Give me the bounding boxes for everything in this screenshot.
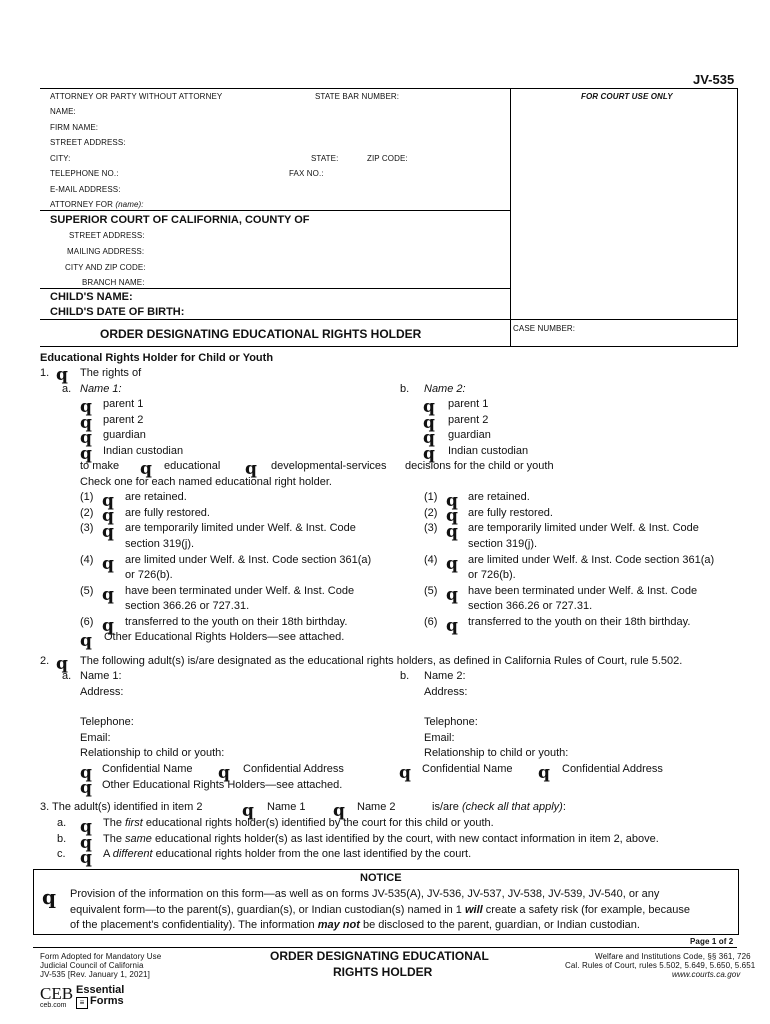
role-right-checkbox[interactable]: q — [423, 444, 435, 464]
item3c-checkbox[interactable]: q — [80, 848, 92, 868]
option-right-checkbox[interactable]: q — [446, 554, 458, 574]
form-number: JV-535 — [693, 72, 735, 87]
item2-checkbox[interactable]: q — [56, 654, 68, 674]
option-left-checkbox[interactable]: q — [102, 616, 114, 636]
item3b-checkbox[interactable]: q — [80, 833, 92, 853]
item2a-name: Name 1: — [80, 670, 122, 682]
item1-checkbox[interactable]: q — [56, 365, 68, 385]
option-right-number: (2) — [424, 507, 438, 519]
conf-name-right-checkbox[interactable]: q — [399, 763, 411, 783]
item3c-post: educational rights holder from the one last identified by the court. — [155, 848, 472, 860]
court-city-label: CITY AND ZIP CODE: — [65, 263, 146, 272]
option-left-number: (5) — [80, 585, 94, 597]
email-left: Email: — [80, 732, 111, 744]
footer-title-1: ORDER DESIGNATING EDUCATIONAL — [270, 949, 489, 963]
attorney-for-name: (name): — [115, 200, 144, 209]
item3-name1-label: Name 1 — [267, 801, 306, 813]
state-bar-label: STATE BAR NUMBER: — [315, 92, 400, 101]
conf-address-left-checkbox[interactable]: q — [218, 763, 230, 783]
item1-number: 1. — [40, 367, 50, 379]
option-left-number: (1) — [80, 491, 94, 503]
fax-label: FAX NO.: — [289, 169, 324, 178]
role-right-label: Indian custodian — [448, 445, 529, 457]
item1b-name: Name 2: — [424, 383, 466, 395]
notice-checkbox[interactable]: q — [42, 885, 56, 909]
option-right-checkbox[interactable]: q — [446, 506, 458, 526]
footer-title-2: RIGHTS HOLDER — [333, 965, 433, 979]
role-right-label: parent 2 — [448, 414, 489, 426]
option-left-number: (3) — [80, 522, 94, 534]
option-right-text: are temporarily limited under Welf. & Inst. Code — [468, 522, 699, 534]
role-left-checkbox[interactable]: q — [80, 413, 92, 433]
state-label: STATE: — [311, 154, 339, 163]
item3b-pre: The — [103, 833, 122, 845]
item3a-checkbox[interactable]: q — [80, 817, 92, 837]
attorney-for-label — [50, 200, 144, 209]
option-left-text: are temporarily limited under Welf. & Inst. Code — [125, 522, 356, 534]
ceb-logo — [40, 984, 73, 1004]
role-right-checkbox[interactable]: q — [423, 413, 435, 433]
other-holders-checkbox[interactable]: q — [80, 631, 92, 651]
footer-website[interactable]: www.courts.ca.gov — [672, 970, 741, 979]
option-left-number: (4) — [80, 554, 94, 566]
option-right-number: (6) — [424, 616, 438, 628]
option-right-checkbox[interactable]: q — [446, 585, 458, 605]
option-left-checkbox[interactable]: q — [102, 522, 114, 542]
conf-name-left-checkbox[interactable]: q — [80, 763, 92, 783]
footer-code-1: Welfare and Institutions Code, §§ 361, 726 — [595, 952, 751, 961]
name-label: NAME: — [50, 107, 76, 116]
option-left-number: (2) — [80, 507, 94, 519]
case-number-label: CASE NUMBER: — [513, 324, 576, 333]
notice-l2-pre: equivalent form—to the parent(s), guardian(s), or Indian custodian(s) named in 1 — [70, 904, 462, 916]
item3-check-all: (check all that apply) — [461, 801, 563, 813]
form-title: ORDER DESIGNATING EDUCATIONAL RIGHTS HOLDER — [100, 327, 422, 341]
check-one-text: Check one for each named educational right holder. — [80, 476, 332, 488]
item2-number: 2. — [40, 655, 50, 667]
option-right-number: (4) — [424, 554, 438, 566]
child-dob-label: CHILD'S DATE OF BIRTH: — [50, 306, 185, 318]
item2-other-checkbox[interactable]: q — [80, 778, 92, 798]
notice-title: NOTICE — [360, 872, 402, 884]
forms-logo: Forms — [90, 995, 124, 1007]
item1b-letter: b. — [400, 383, 410, 395]
item3-text: 3. The adult(s) identified in item 2 — [40, 801, 203, 813]
item3c-text — [103, 848, 471, 860]
item3a-em: first — [125, 817, 143, 829]
conf-address-right-label: Confidential Address — [562, 763, 663, 775]
telephone-left: Telephone: — [80, 716, 134, 728]
option-right-text-2: section 319(j). — [468, 538, 538, 550]
court-title: SUPERIOR COURT OF CALIFORNIA, COUNTY OF — [50, 214, 310, 226]
option-left-text-2: or 726(b). — [125, 569, 173, 581]
option-left-checkbox[interactable]: q — [102, 585, 114, 605]
option-right-checkbox[interactable]: q — [446, 522, 458, 542]
email-right: Email: — [424, 732, 455, 744]
option-right-text: transferred to the youth on their 18th birthday. — [468, 616, 691, 628]
court-street-label: STREET ADDRESS: — [69, 231, 145, 240]
city-label: CITY: — [50, 154, 71, 163]
item3b-letter: b. — [57, 833, 67, 845]
role-left-label: guardian — [103, 429, 146, 441]
item3a-letter: a. — [57, 817, 67, 829]
item3c-pre: A — [103, 848, 110, 860]
ceb-sub: ceb.com — [40, 1002, 67, 1009]
item2a-letter: a. — [62, 670, 72, 682]
footer-council: Judicial Council of California — [40, 961, 144, 970]
firm-label: FIRM NAME: — [50, 123, 99, 132]
role-left-checkbox[interactable]: q — [80, 428, 92, 448]
option-right-number: (5) — [424, 585, 438, 597]
item3c-em: different — [112, 848, 153, 860]
option-right-checkbox[interactable]: q — [446, 616, 458, 636]
conf-name-left-label: Confidential Name — [102, 763, 193, 775]
item1-text: The rights of — [80, 367, 142, 379]
option-right-checkbox[interactable]: q — [446, 491, 458, 511]
educational-label: educational — [164, 460, 221, 472]
option-left-text-2: section 319(j). — [125, 538, 195, 550]
role-right-checkbox[interactable]: q — [423, 428, 435, 448]
item3-name2-checkbox[interactable]: q — [333, 801, 345, 821]
footer-code-2: Cal. Rules of Court, rules 5.502, 5.649, 5.650, 5.651 — [565, 961, 756, 970]
item1a-letter: a. — [62, 383, 72, 395]
forms-icon: ≡ — [76, 997, 88, 1009]
role-right-checkbox[interactable]: q — [423, 397, 435, 417]
option-left-checkbox[interactable]: q — [102, 554, 114, 574]
notice-line-2 — [70, 904, 690, 916]
item2-other-text: Other Educational Rights Holders—see attached. — [102, 779, 343, 791]
court-use-label: FOR COURT USE ONLY — [581, 92, 673, 101]
notice-line-1: Provision of the information on this form—as well as on forms JV-535(A), JV-536, JV-537, JV-538, JV-539, JV-540, or any — [70, 888, 660, 900]
educational-checkbox[interactable]: q — [140, 459, 152, 479]
role-left-checkbox[interactable]: q — [80, 444, 92, 464]
developmental-checkbox[interactable]: q — [245, 459, 257, 479]
ceb-logo-text: CEB — [40, 984, 74, 1003]
option-left-text: are retained. — [125, 491, 187, 503]
attorney-for-text: ATTORNEY FOR — [50, 200, 113, 209]
role-right-label: parent 1 — [448, 398, 489, 410]
option-right-text-2: or 726(b). — [468, 569, 516, 581]
page-number: Page 1 of 2 — [690, 937, 734, 946]
option-right-text: are retained. — [468, 491, 530, 503]
item2b-letter: b. — [400, 670, 410, 682]
option-right-text: have been terminated under Welf. & Inst. Code — [468, 585, 698, 597]
option-right-text: are fully restored. — [468, 507, 553, 519]
conf-name-right-label: Confidential Name — [422, 763, 513, 775]
option-left-checkbox[interactable]: q — [102, 491, 114, 511]
footer-adopted: Form Adopted for Mandatory Use — [40, 952, 162, 961]
notice-l3-pre: of the placement's confidentiality). The information — [70, 919, 315, 931]
item3a-text — [103, 817, 494, 829]
item2-text: The following adult(s) is/are designated as the educational rights holders, as defined in California Rules of Court, rule 5.502. — [80, 655, 683, 667]
address-left: Address: — [80, 686, 124, 698]
item3b-text — [103, 833, 659, 845]
option-left-checkbox[interactable]: q — [102, 506, 114, 526]
item3-colon: : — [562, 801, 566, 813]
option-left-text: have been terminated under Welf. & Inst. Code — [125, 585, 355, 597]
decisions-text: decisions for the child or youth — [405, 460, 554, 472]
option-right-number: (3) — [424, 522, 438, 534]
other-holders-text: Other Educational Rights Holders—see attached. — [104, 631, 345, 643]
role-left-label: parent 1 — [103, 398, 144, 410]
conf-address-right-checkbox[interactable]: q — [538, 763, 550, 783]
developmental-label: developmental-services — [271, 460, 387, 472]
item3a-pre: The — [103, 817, 122, 829]
item1a-name: Name 1: — [80, 383, 122, 395]
address-right: Address: — [424, 686, 468, 698]
conf-address-left-label: Confidential Address — [243, 763, 344, 775]
zip-label: ZIP CODE: — [367, 154, 408, 163]
item3c-letter: c. — [57, 848, 66, 860]
option-left-text: are fully restored. — [125, 507, 210, 519]
item3-name2-label: Name 2 — [357, 801, 396, 813]
court-branch-label: BRANCH NAME: — [82, 278, 145, 287]
footer-rev: JV-535 [Rev. January 1, 2021] — [40, 970, 150, 979]
notice-l3-post: be disclosed to the parent, guardian, or Indian custodian. — [362, 919, 640, 931]
option-right-text: are limited under Welf. & Inst. Code section 361(a) — [468, 554, 715, 566]
item2b-name: Name 2: — [424, 670, 466, 682]
option-left-number: (6) — [80, 616, 94, 628]
item3-isare-text: is/are — [432, 801, 459, 813]
option-right-text-2: section 366.26 or 727.31. — [468, 600, 593, 612]
street-label: STREET ADDRESS: — [50, 138, 126, 147]
attorney-label: ATTORNEY OR PARTY WITHOUT ATTORNEY — [50, 92, 223, 101]
essential-logo: Essential — [76, 984, 125, 996]
item3a-post: educational rights holder(s) identified by the court for this child or youth. — [145, 817, 494, 829]
notice-l2-em: will — [465, 904, 483, 916]
relationship-left: Relationship to child or youth: — [80, 747, 225, 759]
item3b-post: educational rights holder(s) as last identified by the court, with new contact information in item 2, above. — [155, 833, 659, 845]
option-left-text: transferred to the youth on their 18th birthday. — [125, 616, 348, 628]
role-left-label: Indian custodian — [103, 445, 184, 457]
notice-l2-post: create a safety risk (for example, because — [485, 904, 691, 916]
option-left-text-2: section 366.26 or 727.31. — [125, 600, 250, 612]
role-left-checkbox[interactable]: q — [80, 397, 92, 417]
section-heading: Educational Rights Holder for Child or Youth — [40, 352, 274, 364]
option-left-text: are limited under Welf. & Inst. Code section 361(a) — [125, 554, 372, 566]
notice-line-3 — [70, 919, 640, 931]
to-make-text: to make — [80, 460, 120, 472]
court-mailing-label: MAILING ADDRESS: — [67, 247, 145, 256]
item3-isare — [432, 801, 566, 813]
role-right-label: guardian — [448, 429, 491, 441]
item3b-em: same — [125, 833, 152, 845]
email-label: E-MAIL ADDRESS: — [50, 185, 121, 194]
telephone-label: TELEPHONE NO.: — [50, 169, 119, 178]
option-right-number: (1) — [424, 491, 438, 503]
telephone-right: Telephone: — [424, 716, 478, 728]
child-name-label: CHILD'S NAME: — [50, 291, 133, 303]
item3-name1-checkbox[interactable]: q — [242, 801, 254, 821]
role-left-label: parent 2 — [103, 414, 144, 426]
notice-l3-em: may not — [317, 919, 360, 931]
relationship-right: Relationship to child or youth: — [424, 747, 569, 759]
